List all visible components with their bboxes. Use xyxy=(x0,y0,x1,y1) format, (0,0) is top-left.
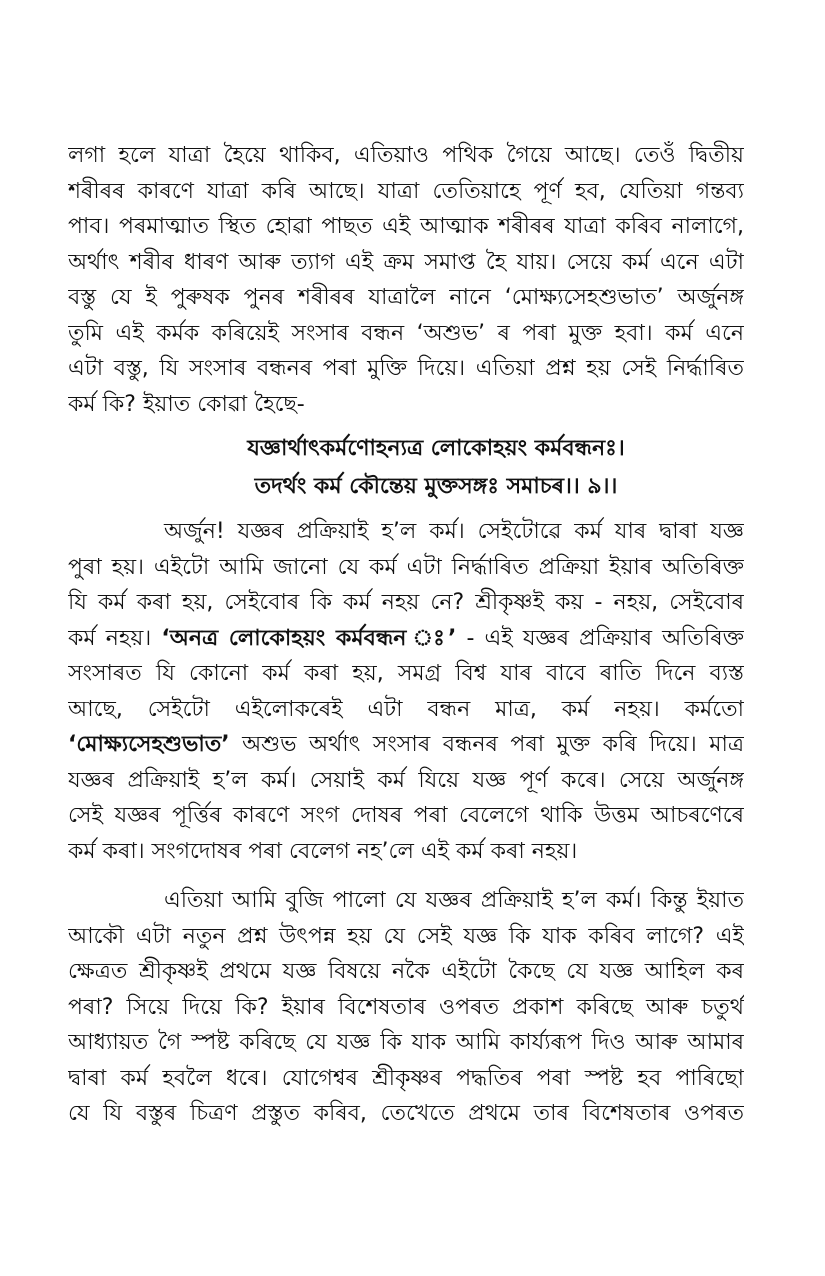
text-line: পুৰা হয়। এইটো আমি জানো যে কৰ্ম এটা নিৰ্দ্ধাৰিত প্ৰক্ৰিয়া ইয়াৰ অতিৰিক্ত xyxy=(68,554,744,580)
text-line: আধ্যায়ত গৈ স্পষ্ট কৰিছে যে যজ্ঞ কি যাক আমি কাৰ্য্যৰূপ দিও আৰু আমাৰ xyxy=(68,1030,744,1055)
text-line: দ্বাৰা কৰ্ম হবলৈ ধৰে। যোগেশ্বৰ শ্ৰীকৃষ্ণৰ পদ্ধতিৰ পৰা স্পষ্ট হব পাৰিছো xyxy=(68,1065,744,1091)
bold-quote: ‘মোক্ষ্যসেহশুভাত’ xyxy=(68,732,230,757)
sanskrit-verse xyxy=(68,430,744,506)
text-line: ক্ষেত্ৰত শ্ৰীকৃষ্ণই প্ৰথমে যজ্ঞ বিষয়ে নকৈ এইটো কৈছে যে যজ্ঞ আহিল কৰ xyxy=(68,959,744,984)
text-line: তুমি এই কৰ্মক কৰিয়েই সংসাৰ বন্ধন ‘অশুভ’ ৰ পৰা মুক্ত হবা। কৰ্ম এনে xyxy=(68,320,744,346)
text-line: সংসাৰত যি কোনো কৰ্ম কৰা হয়, সমগ্ৰ বিশ্ব যাৰ বাবে ৰাতি দিনে ব্যস্ত xyxy=(68,661,744,686)
text-line: যে যি বস্তুৰ চিত্ৰণ প্ৰস্তুত কৰিব, তেখেতে প্ৰথমে তাৰ বিশেষতাৰ ওপৰত xyxy=(68,1101,744,1126)
text-line: আকৌ এটা নতুন প্ৰশ্ন উৎপন্ন হয় যে সেই যজ্ঞ কি যাক কৰিব লাগে? এই xyxy=(68,923,744,949)
text-line: আছে, সেইটো এইলোকৰেই এটা বন্ধন মাত্ৰ, কৰ্ম নহয়। কৰ্মতো xyxy=(68,696,744,722)
paragraph-continuation xyxy=(68,138,744,422)
text-line: পাব। পৰমাত্মাত স্থিত হোৱা পাছত এই আত্মাক শৰীৰৰ যাত্ৰা কৰিব নালাগে, xyxy=(68,214,744,239)
text-run: অশুভ অৰ্থাৎ সংসাৰ বন্ধনৰ পৰা মুক্ত কৰি দিয়ে। মাত্ৰ xyxy=(229,732,744,757)
page-body xyxy=(68,138,744,1132)
text-line xyxy=(68,727,744,763)
text-line: পৰা? সিয়ে দিয়ে কি? ইয়াৰ বিশেষতাৰ ওপৰত প্ৰকাশ কৰিছে আৰু চতুৰ্থ xyxy=(68,994,744,1020)
paragraph-gap xyxy=(68,869,744,883)
text-line: যজ্ঞৰ প্ৰক্ৰিয়াই হ’ল কৰ্ম। সেয়াই কৰ্ম যিয়ে যজ্ঞ পূৰ্ণ কৰে। সেয়ে অৰ্জুনঙ্গ xyxy=(68,767,744,793)
text-line: এটা বস্তু, যি সংসাৰ বন্ধনৰ পৰা মুক্তি দিয়ে। এতিয়া প্ৰশ্ন হয় সেই নিৰ্দ্ধাৰিত xyxy=(68,356,744,381)
text-line: অৰ্থাৎ শৰীৰ ধাৰণ আৰু ত্যাগ এই ক্ৰম সমাপ্ত হৈ যায়। সেয়ে কৰ্ম এনে এটা xyxy=(68,249,744,275)
text-line: অৰ্জুন! যজ্ঞৰ প্ৰক্ৰিয়াই হ’ল কৰ্ম। সেইটোৱে কৰ্ম যাৰ দ্বাৰা যজ্ঞ xyxy=(164,519,744,544)
text-run: কৰ্ম নহয়। xyxy=(68,625,162,651)
text-line: লগা হলে যাত্ৰা হৈয়ে থাকিব, এতিয়াও পথিক গৈয়ে আছে। তেওঁ দ্বিতীয় xyxy=(68,143,744,168)
bold-quote: ‘অনত্ৰ লোকোহয়ং কৰ্মবন্ধন ঃ’ xyxy=(161,625,457,651)
paragraph-commentary xyxy=(68,514,744,869)
verse-line: তদৰ্থং কৰ্ম কৌন্তেয় মুক্তসঙ্গঃ সমাচৰ।। ৯।। xyxy=(254,474,618,499)
text-line: কৰ্ম কৰা। সংগদোষৰ পৰা বেলেগ নহ’লে এই কৰ্ম কৰা নহয়। xyxy=(68,838,578,864)
paragraph-next xyxy=(68,883,744,1132)
text-line: বস্তু যে ই পুৰুষক পুনৰ শৰীৰৰ যাত্ৰালৈ নানে ‘মোক্ষ্যসেহশুভাত’ অৰ্জুনঙ্গ xyxy=(68,285,744,310)
verse-line: যজ্ঞাৰ্থাৎকৰ্মণোহন্যত্ৰ লোকোহয়ং কৰ্মবন্ধনঃ। xyxy=(247,436,625,461)
text-line: শৰীৰৰ কাৰণে যাত্ৰা কৰি আছে। যাত্ৰা তেতিয়াহে পূৰ্ণ হব, যেতিয়া গন্তব্য xyxy=(68,178,744,204)
text-line: যি কৰ্ম কৰা হয়, সেইবোৰ কি কৰ্ম নহয় নে? শ্ৰীকৃষ্ণই কয় - নহয়, সেইবোৰ xyxy=(68,590,744,615)
text-run: - এই যজ্ঞৰ প্ৰক্ৰিয়াৰ অতিৰিক্ত xyxy=(456,625,744,651)
text-line: এতিয়া আমি বুজি পালো যে যজ্ঞৰ প্ৰক্ৰিয়াই হ’ল কৰ্ম। কিন্তু ইয়াত xyxy=(164,888,744,913)
text-line: কৰ্ম কি? ইয়াত কোৱা হৈছে- xyxy=(68,391,305,417)
text-line xyxy=(68,621,744,657)
text-line: সেই যজ্ঞৰ পূৰ্ত্তিৰ কাৰণে সংগ দোষৰ পৰা বেলেগে থাকি উত্তম আচৰণেৰে xyxy=(68,803,744,828)
